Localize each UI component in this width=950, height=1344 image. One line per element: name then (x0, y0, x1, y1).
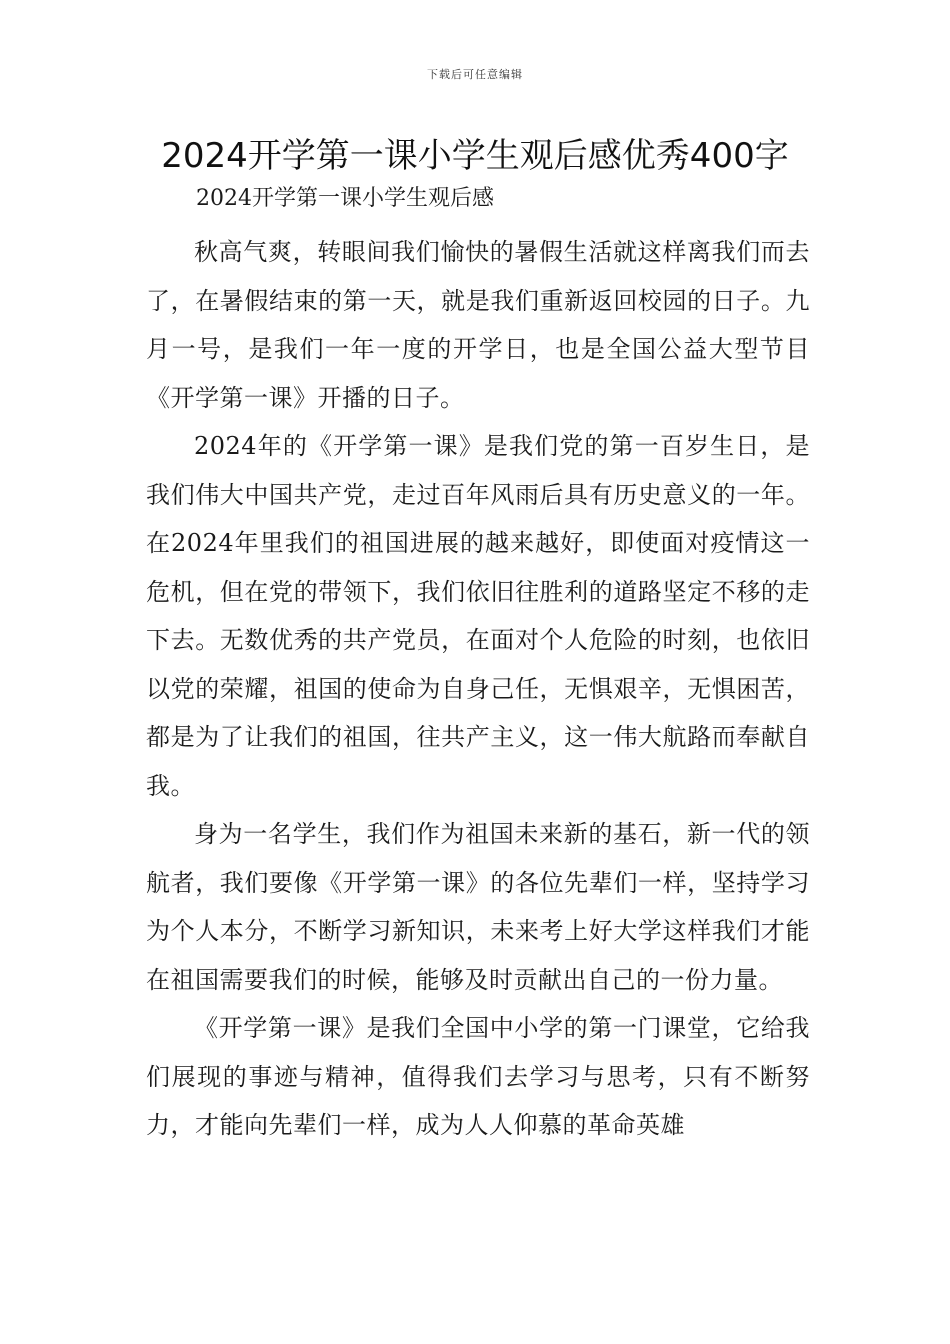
header-note: 下载后可任意编辑 (427, 68, 523, 81)
document-subtitle: 2024开学第一课小学生观后感 (196, 186, 494, 211)
paragraph: 《开学第一课》是我们全国中小学的第一门课堂，它给我们展现的事迹与精神，值得我们去学习与思考，只有不断努力，才能向先辈们一样，成为人人仰慕的革命英雄 (146, 1014, 810, 1139)
document-title: 2024开学第一课小学生观后感优秀400字 (161, 136, 789, 176)
paragraph: 2024年的《开学第一课》是我们党的第一百岁生日，是我们伟大中国共产党，走过百年风雨后具有历史意义的一年。在2024年里我们的祖国进展的越来越好，即使面对疫情这一危机，但在党的带领下，我们依旧往胜利的道路坚定不移的走下去。无数优秀的共产党员，在面对个人危险的时刻，也依旧以党的荣耀，祖国的使命为自身己任，无惧艰辛，无惧困苦，都是为了让我们的祖国，往共产主义，这一伟大航路而奉献自我。 (146, 432, 810, 800)
document-body (146, 228, 810, 1150)
paragraph: 秋高气爽，转眼间我们愉快的暑假生活就这样离我们而去了，在暑假结束的第一天，就是我们重新返回校园的日子。九月一号，是我们一年一度的开学日，也是全国公益大型节目《开学第一课》开播的日子。 (146, 238, 810, 412)
paragraph: 身为一名学生，我们作为祖国未来新的基石，新一代的领航者，我们要像《开学第一课》的各位先辈们一样，坚持学习为个人本分，不断学习新知识，未来考上好大学这样我们才能在祖国需要我们的时候，能够及时贡献出自己的一份力量。 (146, 820, 810, 994)
